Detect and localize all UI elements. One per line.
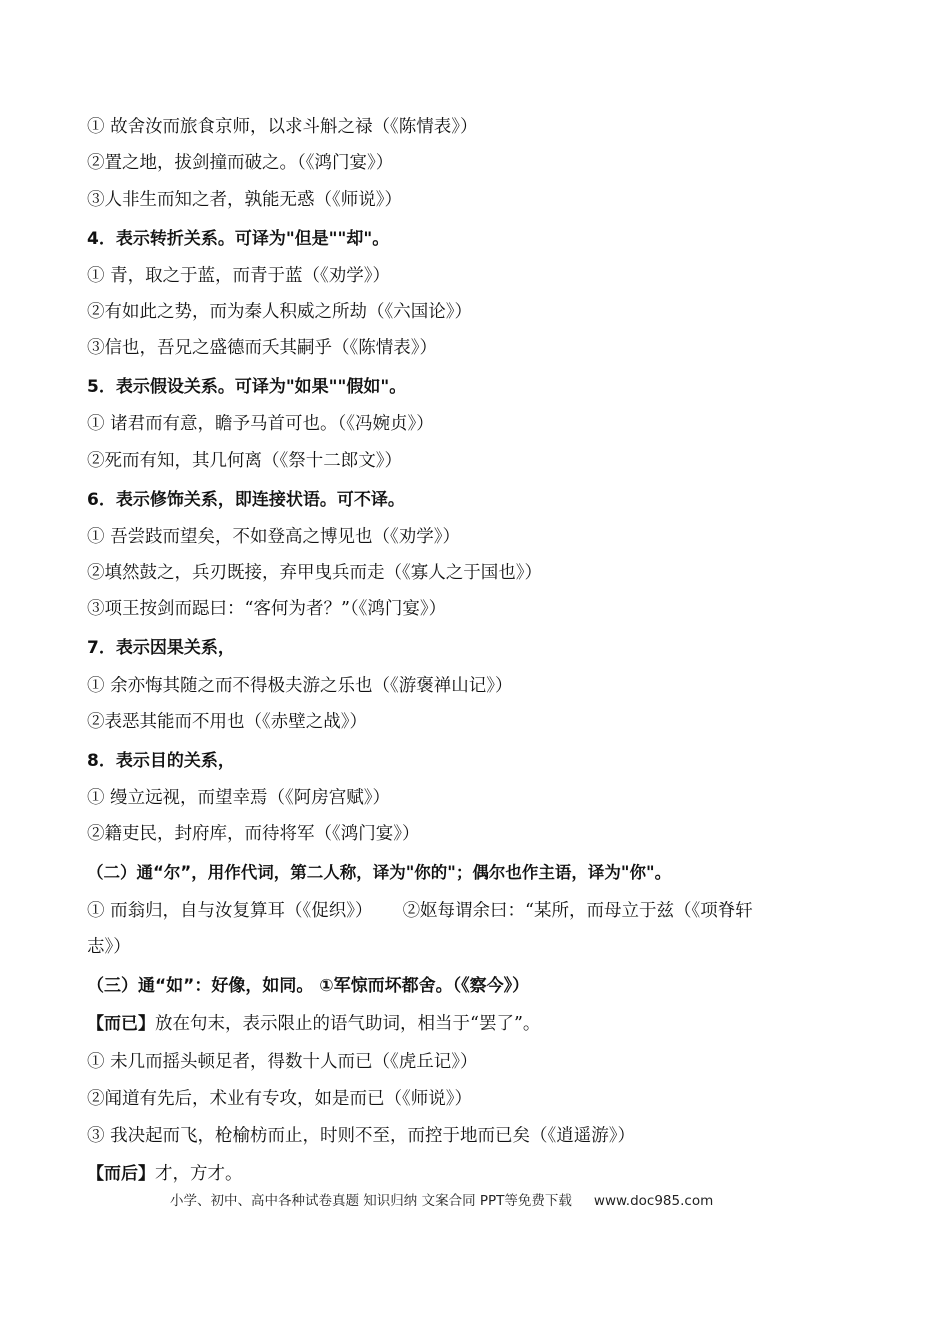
example-line: ②死而有知，其几何离（《祭十二郎文》） bbox=[87, 451, 402, 471]
example-text: ②妪每谓余曰：“某所，而母立于兹（《项脊轩 bbox=[402, 901, 753, 921]
example-line: ②置之地，拔剑撞而破之。（《鸿门宴》） bbox=[87, 153, 394, 173]
example-line bbox=[87, 897, 877, 925]
example-line: ②闻道有先后，术业有专攻，如是而已（《师说》） bbox=[87, 1089, 472, 1109]
example-line: ① 诸君而有意，瞻予马首可也。（《冯婉贞》） bbox=[87, 414, 434, 434]
term-line bbox=[87, 1160, 877, 1188]
section-heading: 6．表示修饰关系，即连接状语。可不译。 bbox=[87, 490, 405, 510]
example-line: ① 缦立远视，而望幸焉（《阿房宫赋》） bbox=[87, 788, 391, 808]
term-definition: 放在句末，表示限止的语气助词，相当于“罢了”。 bbox=[155, 1014, 541, 1034]
example-line: ②表恶其能而不用也（《赤壁之战》） bbox=[87, 712, 367, 732]
example-line: ②籍吏民，封府库，而待将军（《鸿门宴》） bbox=[87, 824, 420, 844]
example-line: ① 余亦悔其随之而不得极夫游之乐也（《游褒禅山记》） bbox=[87, 676, 513, 696]
example-line: ① 青，取之于蓝，而青于蓝（《劝学》） bbox=[87, 266, 391, 286]
subsection-heading: （二）通“尔”，用作代词，第二人称，译为"你的"；偶尔也作主语，译为"你"。 bbox=[87, 863, 672, 882]
example-line: 志》） bbox=[87, 937, 131, 957]
section-heading: 4．表示转折关系。可译为"但是""却"。 bbox=[87, 229, 390, 249]
term-definition: 才，方才。 bbox=[155, 1164, 243, 1184]
example-line: ②填然鼓之，兵刃既接，弃甲曳兵而走（《寡人之于国也》） bbox=[87, 563, 542, 583]
section-heading: 5．表示假设关系。可译为"如果""假如"。 bbox=[87, 377, 407, 397]
example-line: ③人非生而知之者，孰能无惑（《师说》） bbox=[87, 190, 402, 210]
term-label: 【而后】 bbox=[87, 1164, 155, 1184]
example-text: ① 而翁归，自与汝复算耳（《促织》） bbox=[87, 901, 373, 921]
example-line: ① 未几而摇头顿足者，得数十人而已（《虎丘记》） bbox=[87, 1052, 478, 1072]
section-heading: 8．表示目的关系， bbox=[87, 751, 235, 771]
example-line: ②有如此之势，而为秦人积威之所劫（《六国论》） bbox=[87, 302, 472, 322]
subsection-heading: （三）通“如”：好像，如同。 ①军惊而坏都舍。（《察今》） bbox=[87, 976, 530, 996]
example-line: ① 故舍汝而旅食京师，以求斗斛之禄（《陈情表》） bbox=[87, 117, 478, 137]
example-line: ③信也，吾兄之盛德而夭其嗣乎（《陈情表》） bbox=[87, 338, 437, 358]
footer-text: 小学、初中、高中各种试卷真题 知识归纳 文案合同 PPT等免费下载 bbox=[170, 1193, 572, 1209]
example-line: ③项王按剑而跽曰：“客何为者？”（《鸿门宴》） bbox=[87, 599, 447, 619]
term-label: 【而已】 bbox=[87, 1014, 155, 1034]
example-line: ① 吾尝跂而望矣，不如登高之博见也（《劝学》） bbox=[87, 527, 461, 547]
footer-url[interactable]: www.doc985.com bbox=[593, 1193, 714, 1209]
page-footer bbox=[170, 1190, 870, 1212]
section-heading: 7．表示因果关系， bbox=[87, 638, 235, 658]
term-line bbox=[87, 1010, 877, 1038]
example-line: ③ 我决起而飞，枪榆枋而止，时则不至，而控于地而已矣（《逍遥游》） bbox=[87, 1126, 636, 1146]
